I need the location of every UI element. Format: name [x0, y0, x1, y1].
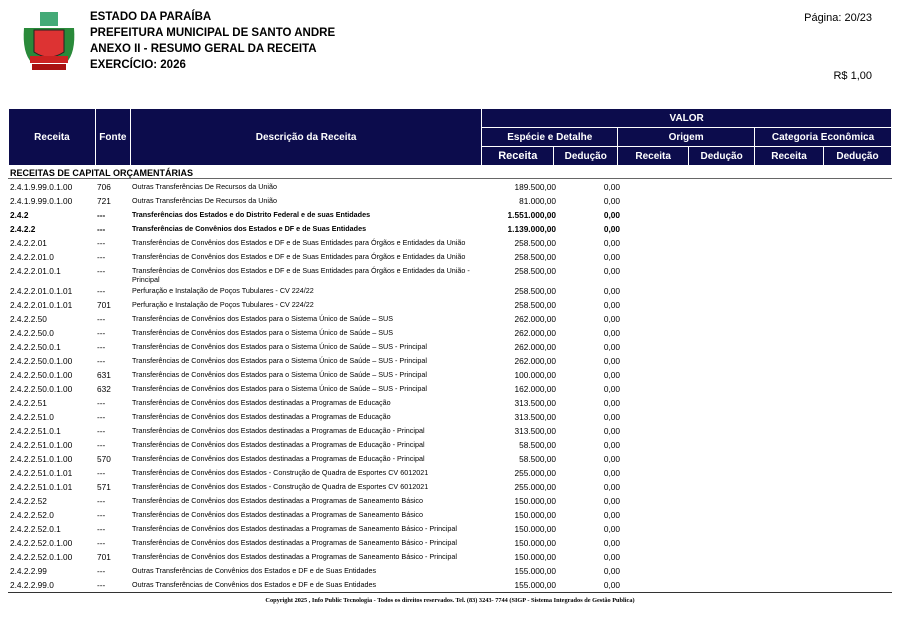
- table-body: [8, 180, 892, 592]
- table-row: [8, 298, 892, 312]
- receita-value: 155.000,00: [514, 566, 556, 576]
- table-header: [8, 108, 892, 166]
- footer-divider: [8, 592, 892, 593]
- receita-value: 262.000,00: [514, 328, 556, 338]
- table-row: [8, 382, 892, 396]
- receita-value: 150.000,00: [514, 510, 556, 520]
- receita-code: 2.4.2.2.52.0.1: [10, 524, 61, 534]
- description: Transferências de Convênios dos Estados destinadas a Programas de Educação - Principal: [132, 440, 425, 449]
- receita-value: 1.551.000,00: [507, 210, 556, 220]
- description: Transferências de Convênios dos Estados e DF e de Suas Entidades: [132, 224, 367, 233]
- receita-value: 150.000,00: [514, 496, 556, 506]
- deducao-value: 0,00: [603, 538, 620, 548]
- table-row: [8, 410, 892, 424]
- fiscal-year: EXERCÍCIO: 2026: [90, 59, 186, 71]
- currency-unit: R$ 1,00: [833, 70, 872, 82]
- receita-value: 150.000,00: [514, 552, 556, 562]
- col-especie-deducao: Dedução: [554, 147, 618, 166]
- description: Outras Transferências de Convênios dos Estados e DF e de Suas Entidades: [132, 566, 377, 575]
- description: Transferências de Convênios dos Estados e DF e de Suas Entidades para Órgãos e Entidades da União - Principal: [132, 266, 470, 284]
- description: Perfuração e Instalação de Poços Tubulares - CV 224/22: [132, 286, 314, 295]
- fonte-code: ---: [97, 538, 106, 548]
- receita-code: 2.4.2.2.51.0: [10, 412, 54, 422]
- col-categoria-deducao: Dedução: [824, 147, 892, 166]
- fonte-code: ---: [97, 314, 106, 324]
- description: Transferências de Convênios dos Estados para o Sistema Único de Saúde – SUS - Principal: [132, 384, 427, 393]
- fonte-code: ---: [97, 510, 106, 520]
- receita-value: 189.500,00: [514, 182, 556, 192]
- receita-code: 2.4.2.2.50.0.1: [10, 342, 61, 352]
- receita-value: 255.000,00: [514, 468, 556, 478]
- deducao-value: 0,00: [603, 252, 620, 262]
- fonte-code: ---: [97, 566, 106, 576]
- table-row: [8, 452, 892, 466]
- description: Transferências dos Estados e do Distrito Federal e de suas Entidades: [132, 210, 371, 219]
- municipal-coat-of-arms-logo: [18, 8, 80, 72]
- description: Transferências de Convênios dos Estados e DF e de Suas Entidades para Órgãos e Entidades da União: [132, 252, 466, 261]
- receita-value: 313.500,00: [514, 412, 556, 422]
- receita-code: 2.4.2.2.51: [10, 398, 47, 408]
- table-row: [8, 194, 892, 208]
- table-row: [8, 340, 892, 354]
- receita-code: 2.4.1.9.99.0.1.00: [10, 182, 73, 192]
- description: Transferências de Convênios dos Estados para o Sistema Único de Saúde – SUS - Principal: [132, 356, 427, 365]
- receita-code: 2.4.2.2.01: [10, 238, 47, 248]
- receita-code: 2.4.2.2.50.0: [10, 328, 54, 338]
- receita-code: 2.4.2.2.50.0.1.00: [10, 370, 73, 380]
- deducao-value: 0,00: [603, 384, 620, 394]
- receita-code: 2.4.2.2.50: [10, 314, 47, 324]
- table-row: [8, 312, 892, 326]
- report-header: [90, 9, 335, 73]
- receita-value: 313.500,00: [514, 426, 556, 436]
- receita-value: 81.000,00: [519, 196, 556, 206]
- fonte-code: ---: [97, 342, 106, 352]
- deducao-value: 0,00: [603, 552, 620, 562]
- receita-value: 1.139.000,00: [507, 224, 556, 234]
- deducao-value: 0,00: [603, 182, 620, 192]
- receita-code: 2.4.2.2.01.0.1.01: [10, 300, 73, 310]
- deducao-value: 0,00: [603, 196, 620, 206]
- fonte-code: ---: [97, 224, 106, 234]
- description: Transferências de Convênios dos Estados destinadas a Programas de Educação: [132, 398, 391, 407]
- receita-code: 2.4.2.2.99.0: [10, 580, 54, 590]
- receita-code: 2.4.2.2.01.0.1: [10, 266, 61, 276]
- deducao-value: 0,00: [603, 468, 620, 478]
- receita-code: 2.4.2.2: [10, 224, 36, 234]
- description: Transferências de Convênios dos Estados para o Sistema Único de Saúde – SUS - Principal: [132, 342, 427, 351]
- col-valor: VALOR: [482, 109, 892, 128]
- state-name: ESTADO DA PARAÍBA: [90, 11, 212, 23]
- receita-value: 258.500,00: [514, 238, 556, 248]
- description: Transferências de Convênios dos Estados destinadas a Programas de Educação - Principal: [132, 454, 425, 463]
- deducao-value: 0,00: [603, 328, 620, 338]
- deducao-value: 0,00: [603, 356, 620, 366]
- description: Transferências de Convênios dos Estados destinadas a Programas de Educação: [132, 412, 391, 421]
- fonte-code: 571: [97, 482, 111, 492]
- description: Outras Transferências de Convênios dos Estados e DF e de Suas Entidades: [132, 580, 377, 589]
- deducao-value: 0,00: [603, 426, 620, 436]
- deducao-value: 0,00: [603, 238, 620, 248]
- fonte-code: 570: [97, 454, 111, 464]
- receita-code: 2.4.2.2.51.0.1.00: [10, 454, 73, 464]
- fonte-code: ---: [97, 496, 106, 506]
- fonte-code: ---: [97, 580, 106, 590]
- receita-value: 258.500,00: [514, 252, 556, 262]
- receita-value: 150.000,00: [514, 524, 556, 534]
- receita-value: 150.000,00: [514, 538, 556, 548]
- description: Transferências de Convênios dos Estados destinadas a Programas de Saneamento Básico - Principal: [132, 552, 457, 561]
- description: Transferências de Convênios dos Estados destinadas a Programas de Saneamento Básico - Principal: [132, 538, 457, 547]
- fonte-code: ---: [97, 426, 106, 436]
- fonte-code: ---: [97, 266, 106, 276]
- deducao-value: 0,00: [603, 286, 620, 296]
- table-row: [8, 438, 892, 452]
- col-categoria-economica: Categoria Econômica: [755, 128, 892, 147]
- receita-value: 258.500,00: [514, 286, 556, 296]
- deducao-value: 0,00: [603, 524, 620, 534]
- fonte-code: ---: [97, 468, 106, 478]
- col-fonte: Fonte: [95, 109, 130, 166]
- municipality-name: PREFEITURA MUNICIPAL DE SANTO ANDRE: [90, 27, 336, 39]
- receita-code: 2.4.2.2.50.0.1.00: [10, 384, 73, 394]
- receita-code: 2.4.2.2.51.0.1.01: [10, 482, 73, 492]
- receita-code: 2.4.2.2.52.0.1.00: [10, 538, 73, 548]
- description: Outras Transferências De Recursos da União: [132, 182, 278, 191]
- table-row: [8, 222, 892, 236]
- table-row: [8, 522, 892, 536]
- table-row: [8, 494, 892, 508]
- deducao-value: 0,00: [603, 412, 620, 422]
- copyright-footer: Copyright 2025 , Info Public Tecnologia - Todos os direitos reservados. Tel. (83) 3243- 7744 (SIGP - Sistema Integrados de Gestão Publica): [265, 597, 635, 604]
- description: Perfuração e Instalação de Poços Tubulares - CV 224/22: [132, 300, 314, 309]
- description: Transferências de Convênios dos Estados - Construção de Quadra de Esportes CV 6012021: [132, 482, 429, 491]
- fonte-code: ---: [97, 524, 106, 534]
- receita-value: 255.000,00: [514, 482, 556, 492]
- col-descricao: Descrição da Receita: [130, 109, 481, 166]
- deducao-value: 0,00: [603, 300, 620, 310]
- table-row: [8, 466, 892, 480]
- receita-code: 2.4.2.2.99: [10, 566, 47, 576]
- fonte-code: ---: [97, 252, 106, 262]
- receita-code: 2.4.2.2.01.0.1.01: [10, 286, 73, 296]
- receita-value: 155.000,00: [514, 580, 556, 590]
- col-origem-deducao: Dedução: [689, 147, 755, 166]
- fonte-code: 706: [97, 182, 111, 192]
- receita-value: 262.000,00: [514, 356, 556, 366]
- fonte-code: 701: [97, 300, 111, 310]
- table-row: [8, 264, 892, 284]
- table-row: [8, 550, 892, 564]
- fonte-code: ---: [97, 398, 106, 408]
- receita-value: 258.500,00: [514, 300, 556, 310]
- deducao-value: 0,00: [603, 566, 620, 576]
- fonte-code: ---: [97, 440, 106, 450]
- receita-value: 58.500,00: [519, 440, 556, 450]
- fonte-code: 631: [97, 370, 111, 380]
- receita-code: 2.4.2.2.50.0.1.00: [10, 356, 73, 366]
- col-origem-receita: Receita: [618, 147, 689, 166]
- receita-code: 2.4.2.2.52.0: [10, 510, 54, 520]
- deducao-value: 0,00: [603, 210, 620, 220]
- description: Transferências de Convênios dos Estados destinadas a Programas de Educação - Principal: [132, 426, 425, 435]
- receita-code: 2.4.2.2.52.0.1.00: [10, 552, 73, 562]
- deducao-value: 0,00: [603, 454, 620, 464]
- table-row: [8, 208, 892, 222]
- fonte-code: 632: [97, 384, 111, 394]
- page-number: Página: 20/23: [804, 12, 872, 24]
- table-row: [8, 236, 892, 250]
- deducao-value: 0,00: [603, 482, 620, 492]
- section-title: RECEITAS DE CAPITAL ORÇAMENTÁRIAS: [10, 168, 194, 178]
- col-origem: Origem: [618, 128, 755, 147]
- receita-code: 2.4.2: [10, 210, 29, 220]
- deducao-value: 0,00: [603, 224, 620, 234]
- description: Transferências de Convênios dos Estados para o Sistema Único de Saúde – SUS - Principal: [132, 370, 427, 379]
- col-receita: Receita: [9, 109, 96, 166]
- fonte-code: ---: [97, 412, 106, 422]
- fonte-code: ---: [97, 286, 106, 296]
- description: Transferências de Convênios dos Estados - Construção de Quadra de Esportes CV 6012021: [132, 468, 429, 477]
- receita-value: 262.000,00: [514, 342, 556, 352]
- description: Transferências de Convênios dos Estados para o Sistema Único de Saúde – SUS: [132, 314, 394, 323]
- table-row: [8, 578, 892, 592]
- fonte-code: ---: [97, 356, 106, 366]
- table-row: [8, 536, 892, 550]
- fonte-code: 701: [97, 552, 111, 562]
- receita-code: 2.4.1.9.99.0.1.00: [10, 196, 73, 206]
- description: Transferências de Convênios dos Estados para o Sistema Único de Saúde – SUS: [132, 328, 394, 337]
- receita-code: 2.4.2.2.52: [10, 496, 47, 506]
- col-categoria-receita: Receita: [755, 147, 824, 166]
- deducao-value: 0,00: [603, 314, 620, 324]
- receita-value: 100.000,00: [514, 370, 556, 380]
- report-title: ANEXO II - RESUMO GERAL DA RECEITA: [90, 43, 317, 55]
- description: Transferências de Convênios dos Estados destinadas a Programas de Saneamento Básico: [132, 510, 423, 519]
- fonte-code: ---: [97, 210, 106, 220]
- deducao-value: 0,00: [603, 510, 620, 520]
- description: Outras Transferências De Recursos da União: [132, 196, 278, 205]
- table-row: [8, 480, 892, 494]
- fonte-code: 721: [97, 196, 111, 206]
- deducao-value: 0,00: [603, 398, 620, 408]
- deducao-value: 0,00: [603, 580, 620, 590]
- receita-code: 2.4.2.2.51.0.1: [10, 426, 61, 436]
- table-row: [8, 424, 892, 438]
- table-row: [8, 284, 892, 298]
- receita-value: 262.000,00: [514, 314, 556, 324]
- section-divider: [8, 178, 892, 179]
- receita-code: 2.4.2.2.51.0.1.01: [10, 468, 73, 478]
- deducao-value: 0,00: [603, 370, 620, 380]
- table-row: [8, 354, 892, 368]
- deducao-value: 0,00: [603, 496, 620, 506]
- col-especie-receita: Receita: [482, 147, 554, 166]
- table-row: [8, 180, 892, 194]
- receita-value: 58.500,00: [519, 454, 556, 464]
- receita-value: 162.000,00: [514, 384, 556, 394]
- deducao-value: 0,00: [603, 266, 620, 276]
- receita-value: 258.500,00: [514, 266, 556, 276]
- table-row: [8, 250, 892, 264]
- table-row: [8, 564, 892, 578]
- col-especie-detalhe: Espécie e Detalhe: [482, 128, 618, 147]
- description: Transferências de Convênios dos Estados destinadas a Programas de Saneamento Básico: [132, 496, 423, 505]
- deducao-value: 0,00: [603, 440, 620, 450]
- table-row: [8, 508, 892, 522]
- deducao-value: 0,00: [603, 342, 620, 352]
- fonte-code: ---: [97, 238, 106, 248]
- receita-value: 313.500,00: [514, 398, 556, 408]
- table-row: [8, 396, 892, 410]
- fonte-code: ---: [97, 328, 106, 338]
- table-row: [8, 368, 892, 382]
- description: Transferências de Convênios dos Estados e DF e de Suas Entidades para Órgãos e Entidades da União: [132, 238, 466, 247]
- receita-code: 2.4.2.2.01.0: [10, 252, 54, 262]
- description: Transferências de Convênios dos Estados destinadas a Programas de Saneamento Básico - Principal: [132, 524, 457, 533]
- receita-code: 2.4.2.2.51.0.1.00: [10, 440, 73, 450]
- table-row: [8, 326, 892, 340]
